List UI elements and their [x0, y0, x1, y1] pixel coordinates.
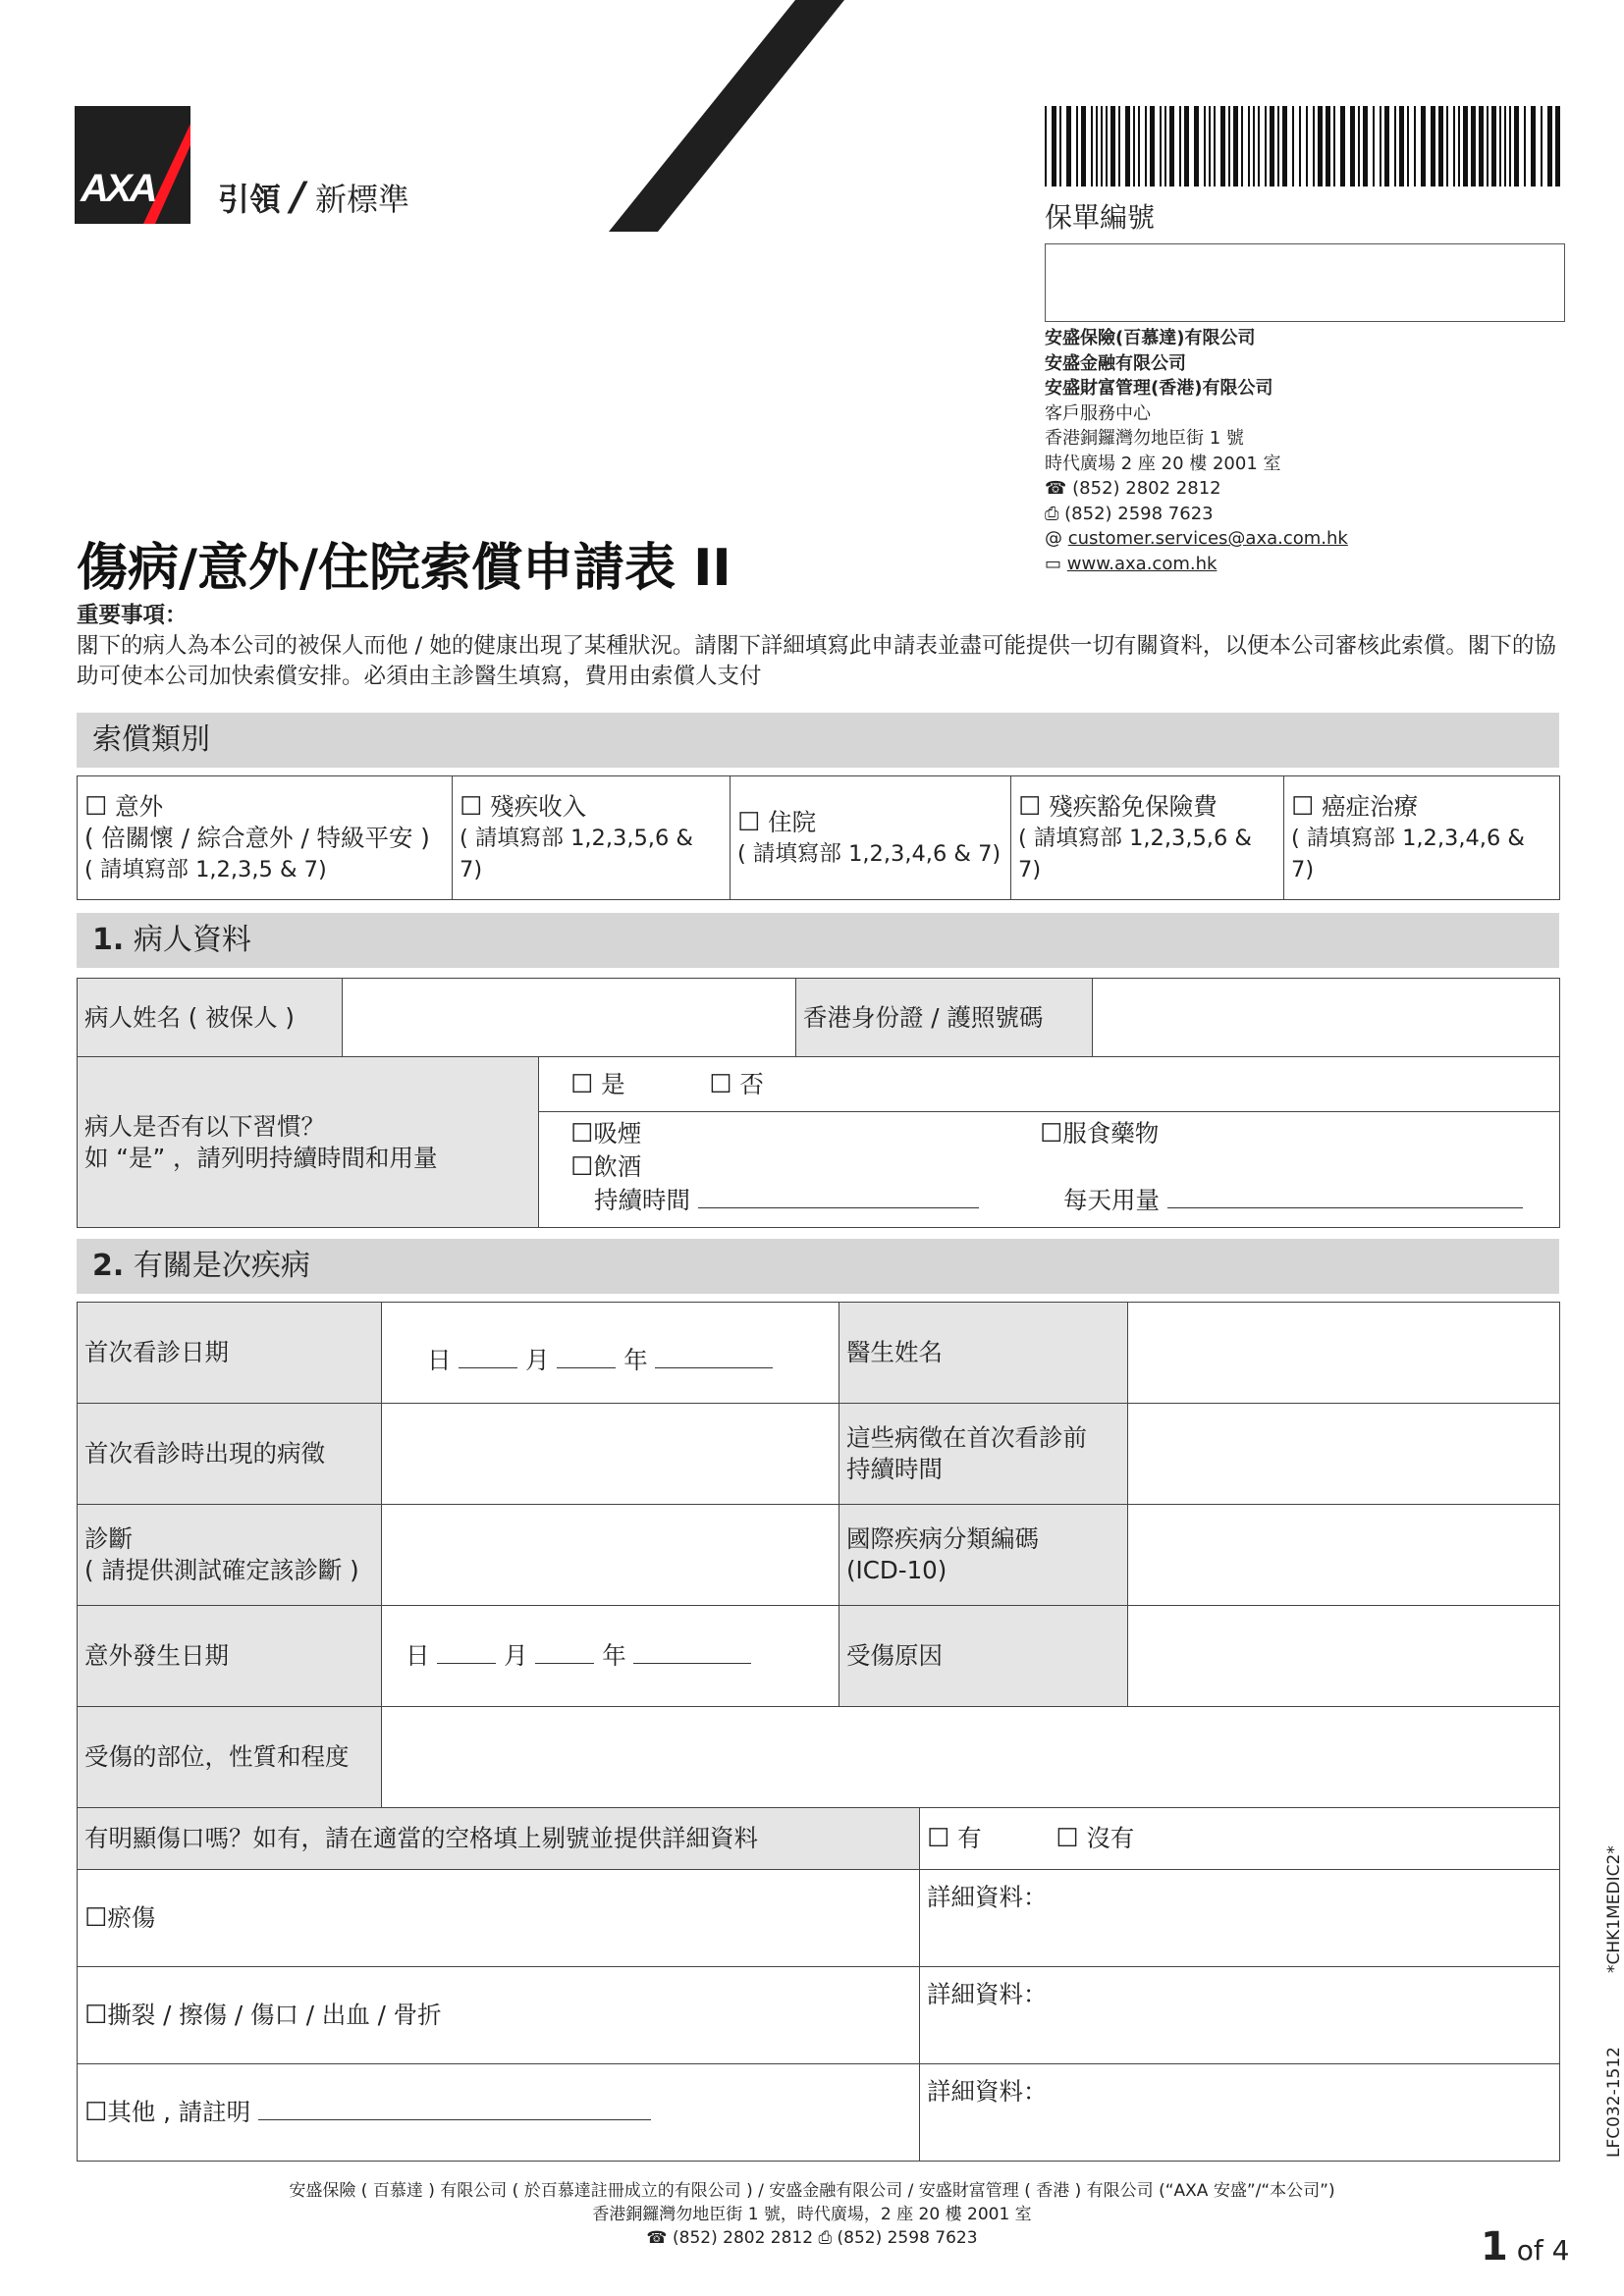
symptom-duration-line1: 這些病徵在首次看診前 [846, 1423, 1087, 1452]
barcode-bar [1277, 106, 1279, 187]
barcode-bar [1101, 106, 1103, 187]
barcode-bar [1299, 106, 1301, 187]
barcode-bar [1491, 106, 1496, 187]
barcode-bar [1313, 106, 1315, 187]
checkbox-icon[interactable]: ☐ [1291, 791, 1315, 822]
claim-option-accident[interactable] [78, 776, 453, 900]
barcode-bar [1358, 106, 1360, 187]
page-total: of 4 [1516, 2234, 1570, 2267]
at-icon: @ [1045, 528, 1062, 549]
barcode-bar [1164, 106, 1166, 187]
doctor-name-label: 醫生姓名 [839, 1303, 1128, 1404]
barcode-bar [1333, 106, 1335, 187]
claim-option-label: 住院 [768, 807, 817, 836]
no-label: 否 [739, 1069, 764, 1098]
barcode-bar [1241, 106, 1243, 187]
barcode-bar [1499, 106, 1501, 187]
habits-label [78, 1057, 539, 1228]
injury-cause-field[interactable] [1128, 1606, 1560, 1707]
barcode-bar [1076, 106, 1078, 187]
phone-row [1045, 476, 1348, 502]
page-current: 1 [1481, 2224, 1508, 2269]
company-info [1045, 326, 1348, 576]
claim-option-note: ( 請填寫部 1,2,3,5,6 & 7) [460, 825, 693, 882]
none-label: 沒有 [1086, 1824, 1135, 1852]
other-label: 其他 , 請註明 [107, 2098, 251, 2126]
barcode-bar [1184, 106, 1189, 187]
section2-number: 2. [92, 1249, 125, 1283]
injury-site-field[interactable] [382, 1707, 1560, 1808]
diagnosis-line2: ( 請提供測試確定該診斷 ) [84, 1556, 359, 1584]
symptom-duration-field[interactable] [1128, 1404, 1560, 1505]
tagline-right: 新標準 [314, 181, 409, 218]
checkbox-laceration[interactable]: ☐ [84, 2001, 108, 2030]
checkbox-icon[interactable]: ☐ [84, 791, 108, 822]
barcode-bar [1463, 106, 1468, 187]
claim-option-label: 殘疾豁免保險費 [1049, 791, 1218, 821]
barcode-bar [1169, 106, 1174, 187]
barcode-bar [1524, 106, 1526, 187]
checkbox-no[interactable]: ☐ [709, 1069, 732, 1099]
barcode-bar [1204, 106, 1206, 187]
barcode-bar [1340, 106, 1345, 187]
barcode-bar [1407, 106, 1409, 187]
illness-table [77, 1302, 1560, 2162]
injury-site-label: 受傷的部位，性質和程度 [78, 1707, 382, 1808]
habits-yes-no [539, 1057, 1560, 1112]
duration-label: 持續時間 [594, 1186, 690, 1214]
barcode-bar [1531, 106, 1536, 187]
barcode-bar [1209, 106, 1211, 187]
first-visit-date-field[interactable] [382, 1303, 839, 1404]
barcode-bar [1081, 106, 1086, 187]
accident-date-field[interactable] [382, 1606, 839, 1707]
company-line: 安盛保險(百慕達)有限公司 [1045, 328, 1256, 348]
important-notice [77, 601, 1561, 692]
barcode-bar [1555, 106, 1560, 187]
tagline-slash: / [291, 175, 305, 220]
claim-option-note: ( 請填寫部 1,2,3,5,6 & 7) [1018, 825, 1252, 882]
phone-icon: ☎ [646, 2228, 668, 2248]
symptom-duration-line2: 持續時間 [846, 1455, 943, 1483]
claim-option-note: ( 請填寫部 1,2,3,4,6 & 7) [737, 840, 1001, 867]
barcode-bar [1096, 106, 1098, 187]
claim-option-note: ( 請填寫部 1,2,3,5 & 7) [84, 856, 327, 882]
claim-option-hospitalization[interactable] [731, 776, 1011, 900]
barcode-bar [1138, 106, 1140, 187]
details-label: 詳細資料： [927, 1980, 1048, 2008]
claim-option-sub: ( 倍關懷 / 綜合意外 / 特級平安 ) [84, 823, 430, 852]
barcode-bar [1479, 106, 1484, 187]
day-label: 日 [406, 1641, 430, 1670]
habits-question: 病人是否有以下習慣？ [84, 1111, 325, 1141]
drugs-label: 服食藥物 [1062, 1119, 1160, 1148]
checkbox-have[interactable]: ☐ [927, 1824, 950, 1853]
daily-amount-label: 每天用量 [1063, 1186, 1160, 1214]
computer-icon: ▭ [1045, 553, 1062, 574]
page-number [1481, 2224, 1569, 2269]
barcode-bar [1270, 106, 1274, 187]
claim-option-label: 意外 [115, 791, 164, 821]
checkbox-none[interactable]: ☐ [1056, 1824, 1079, 1853]
decorative-slash [609, 0, 854, 236]
footer-fax: (852) 2598 7623 [837, 2228, 978, 2248]
id-number-label: 香港身份證 / 護照號碼 [796, 979, 1093, 1057]
barcode-bar [1306, 106, 1308, 187]
patient-info-table [77, 978, 1560, 1228]
barcode-bar [1059, 106, 1061, 187]
barcode-bar [1458, 106, 1460, 187]
page-title: 傷病/意外/住院索償申請表 II [77, 539, 731, 598]
wound-laceration [78, 1967, 920, 2064]
barcode-bar [1248, 106, 1250, 187]
smoking-label: 吸煙 [593, 1119, 642, 1148]
policy-number-field[interactable] [1045, 243, 1565, 322]
barcode-bar [1326, 106, 1330, 187]
company-line: 時代廣場 2 座 20 樓 2001 室 [1045, 453, 1281, 474]
barcode-bar [1118, 106, 1120, 187]
diagnosis-label [78, 1505, 382, 1606]
barcode-bar [1394, 106, 1396, 187]
barcode-bar [1471, 106, 1476, 187]
barcode-bar [1214, 106, 1216, 187]
footer [0, 2179, 1624, 2250]
drinking-label: 飲酒 [593, 1152, 642, 1181]
details-label: 詳細資料： [927, 1883, 1048, 1911]
barcode-bar [1350, 106, 1355, 187]
checkbox-icon[interactable]: ☐ [460, 791, 483, 822]
icd-line2: (ICD-10) [846, 1556, 947, 1584]
diagnosis-field[interactable] [382, 1505, 839, 1606]
barcode-bar [1282, 106, 1287, 187]
barcode-bar [1487, 106, 1489, 187]
other-details-field[interactable] [920, 2064, 1560, 2162]
wound-yes-no [920, 1808, 1560, 1870]
patient-name-label: 病人姓名 ( 被保人 ) [78, 979, 343, 1057]
barcode-bar [1414, 106, 1416, 187]
claim-type-heading-text: 索償類別 [92, 722, 210, 757]
barcode-bar [1233, 106, 1238, 187]
company-line: 安盛財富管理(香港)有限公司 [1045, 378, 1273, 399]
company-line: 客戶服務中心 [1045, 402, 1151, 424]
footer-line2: 香港銅鑼灣勿地臣街 1 號，時代廣場，2 座 20 樓 2001 室 [592, 2205, 1032, 2224]
barcode-bar [1228, 106, 1230, 187]
claim-option-disability-income[interactable] [453, 776, 731, 900]
section1-heading [77, 913, 1559, 968]
habits-detail [539, 1112, 1560, 1228]
barcode-bar [1509, 106, 1511, 187]
barcode-bar [1547, 106, 1552, 187]
barcode-bar [1125, 106, 1130, 187]
barcode-bar [1373, 106, 1375, 187]
diagnosis-line1: 診斷 [84, 1524, 133, 1553]
footer-phone: (852) 2802 2812 [673, 2228, 814, 2248]
barcode-image [1045, 106, 1565, 187]
footer-contacts [0, 2226, 1624, 2250]
company-line: 安盛金融有限公司 [1045, 352, 1186, 374]
claim-option-note: ( 請填寫部 1,2,3,4,6 & 7) [1291, 825, 1525, 882]
checkbox-other[interactable]: ☐ [84, 2098, 108, 2127]
have-label: 有 [957, 1824, 982, 1852]
icd-line1: 國際疾病分類編碼 [846, 1524, 1039, 1553]
claim-option-premium-waiver[interactable] [1011, 776, 1284, 900]
section2-title: 有關是次疾病 [133, 1249, 310, 1283]
barcode-bar [1066, 106, 1071, 187]
barcode-bar [1384, 106, 1389, 187]
checkbox-icon[interactable]: ☐ [737, 807, 761, 837]
day-label: 日 [427, 1346, 452, 1374]
barcode-bar [1453, 106, 1455, 187]
claim-type-table [77, 775, 1560, 900]
barcode-bar [1421, 106, 1426, 187]
website-row [1045, 552, 1348, 577]
barcode-bar [1363, 106, 1368, 187]
barcode-bar [1194, 106, 1199, 187]
barcode-bar [1504, 106, 1506, 187]
barcode-bar [1318, 106, 1323, 187]
side-code-bottom: LFC032-1512 [1604, 2047, 1624, 2158]
barcode-bar [1438, 106, 1443, 187]
daily-amount-field[interactable] [1167, 1185, 1523, 1208]
claim-option-label: 殘疾收入 [490, 791, 587, 821]
doctor-name-field[interactable] [1128, 1303, 1560, 1404]
barcode-bar [1133, 106, 1135, 187]
symptom-duration-label [839, 1404, 1128, 1505]
barcode-bar [1145, 106, 1147, 187]
habits-instruction: 如 “是” ，請列明持續時間和用量 [84, 1143, 438, 1172]
patient-name-field[interactable] [343, 979, 796, 1057]
symptoms-field[interactable] [382, 1404, 839, 1505]
claim-option-cancer[interactable] [1284, 776, 1560, 900]
yes-label: 是 [601, 1069, 625, 1098]
duration-field[interactable] [698, 1185, 979, 1208]
phone-number: (852) 2802 2812 [1072, 478, 1221, 499]
company-line: 香港銅鑼灣勿地臣街 1 號 [1045, 428, 1244, 449]
section2-heading [77, 1239, 1559, 1294]
first-visit-label: 首次看診日期 [78, 1303, 382, 1404]
barcode-bar [1446, 106, 1448, 187]
fax-row [1045, 502, 1348, 527]
barcode-bar [1052, 106, 1056, 187]
barcode-bar [1179, 106, 1181, 187]
barcode-bar [1265, 106, 1267, 187]
barcode-bar [1541, 106, 1543, 187]
year-label: 年 [623, 1346, 648, 1374]
checkbox-bruise[interactable]: ☐ [84, 1903, 108, 1933]
notice-body: 閣下的病人為本公司的被保人而他 / 她的健康出現了某種狀況。請閣下詳細填寫此申請表並盡可能提供一切有關資料，以便本公司審核此索償。閣下的協助可使本公司加快索償安排。必須由主診醫生填寫，費用由索償人支付 [77, 633, 1556, 689]
laceration-details-field[interactable] [920, 1967, 1560, 2064]
claim-type-heading [77, 713, 1559, 768]
barcode-bar [1091, 106, 1093, 187]
year-label: 年 [602, 1641, 626, 1670]
email-row [1045, 526, 1348, 552]
fax-icon: ⎙ [818, 2228, 833, 2248]
barcode-bar [1431, 106, 1435, 187]
barcode-bar [1514, 106, 1519, 187]
checkbox-drinking[interactable]: ☐ [570, 1152, 594, 1182]
details-label: 詳細資料： [927, 2077, 1048, 2106]
section1-number: 1. [92, 923, 125, 957]
month-label: 月 [525, 1346, 550, 1374]
barcode-bar [1160, 106, 1162, 187]
tagline-left: 引領 [218, 181, 282, 218]
footer-line1: 安盛保險 ( 百慕達 ) 有限公司 ( 於百慕達註冊成立的有限公司 ) / 安盛金融有限公司 / 安盛財富管理 ( 香港 ) 有限公司 (“AXA 安盛”/“本公司”) [289, 2181, 1335, 2201]
other-specify-field[interactable] [258, 2097, 651, 2120]
side-code-top: *CHK1MEDIC2* [1604, 1845, 1624, 1973]
barcode-bar [1380, 106, 1381, 187]
phone-icon: ☎ [1045, 478, 1067, 499]
injury-cause-label: 受傷原因 [839, 1606, 1128, 1707]
policy-number-label: 保單編號 [1045, 201, 1156, 234]
accident-date-label: 意外發生日期 [78, 1606, 382, 1707]
section1-title: 病人資料 [133, 923, 251, 957]
checkbox-drugs[interactable]: ☐ [1040, 1119, 1063, 1148]
axa-logo [75, 106, 190, 224]
tagline [218, 175, 409, 220]
barcode-bar [1045, 106, 1047, 187]
notice-heading: 重要事項： [77, 603, 188, 628]
barcode-bar [1106, 106, 1108, 187]
claim-option-label: 癌症治療 [1322, 791, 1419, 821]
barcode-bar [1253, 106, 1255, 187]
checkbox-yes[interactable]: ☐ [570, 1069, 594, 1099]
bruise-label: 瘀傷 [107, 1903, 156, 1932]
checkbox-smoking[interactable]: ☐ [570, 1119, 594, 1148]
website-link[interactable]: www.axa.com.hk [1066, 553, 1218, 574]
wound-question-label: 有明顯傷口嗎？如有，請在適當的空格填上剔號並提供詳細資料 [78, 1808, 920, 1870]
symptoms-label: 首次看診時出現的病徵 [78, 1404, 382, 1505]
barcode-bar [1258, 106, 1260, 187]
wound-bruise [78, 1870, 920, 1967]
id-number-field[interactable] [1093, 979, 1560, 1057]
barcode-bar [1220, 106, 1225, 187]
logo-text: AXA [81, 167, 155, 210]
bruise-details-field[interactable] [920, 1870, 1560, 1967]
fax-icon: ⎙ [1045, 503, 1059, 524]
email-link[interactable]: customer.services@axa.com.hk [1067, 528, 1348, 549]
barcode-bar [1110, 106, 1115, 187]
barcode-bar [1292, 106, 1294, 187]
icd-label [839, 1505, 1128, 1606]
barcode-bar [1150, 106, 1155, 187]
fax-number: (852) 2598 7623 [1064, 503, 1214, 524]
barcode-bar [1399, 106, 1404, 187]
month-label: 月 [504, 1641, 528, 1670]
wound-other [78, 2064, 920, 2162]
laceration-label: 撕裂 / 擦傷 / 傷口 / 出血 / 骨折 [107, 2001, 442, 2029]
icd-field[interactable] [1128, 1505, 1560, 1606]
checkbox-icon[interactable]: ☐ [1018, 791, 1042, 822]
